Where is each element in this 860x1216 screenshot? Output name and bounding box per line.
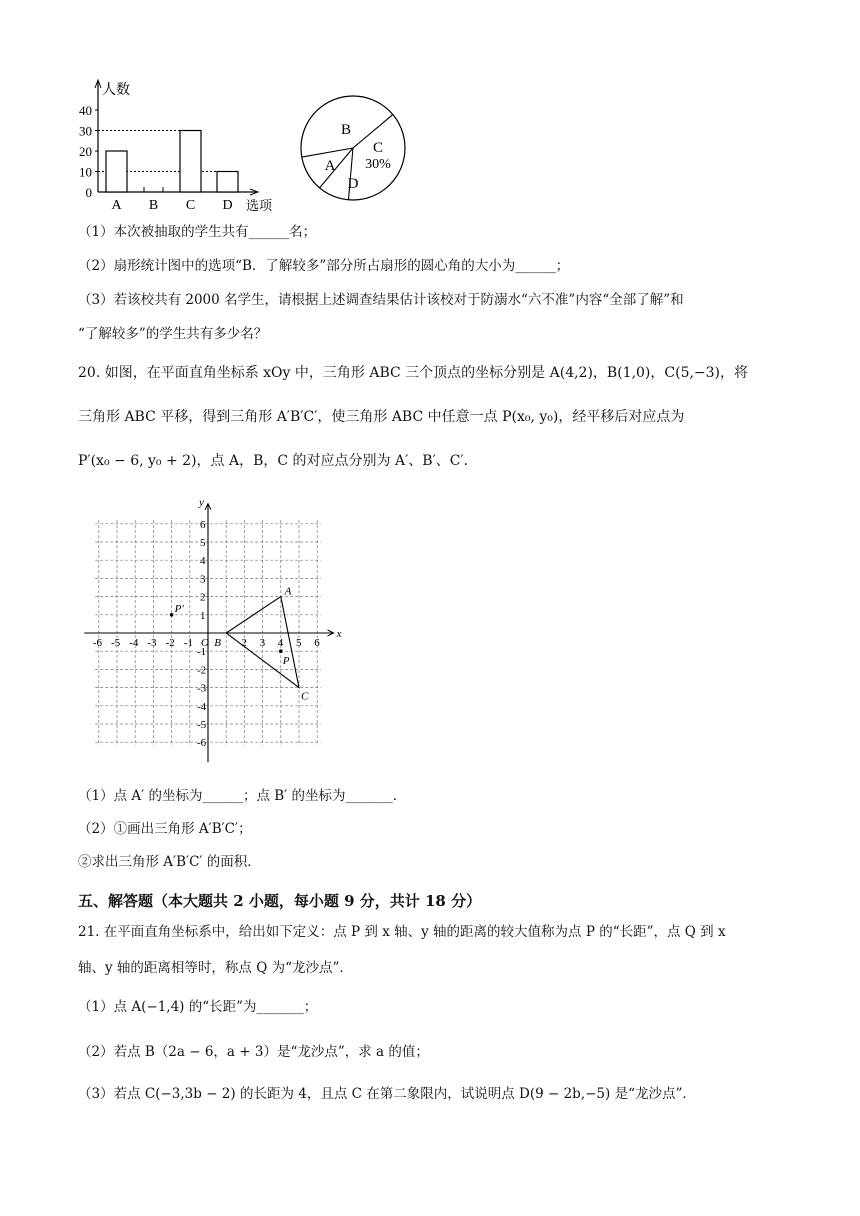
bar-C — [180, 131, 201, 193]
x-tick-label: 5 — [296, 637, 302, 649]
x-tick-label: -4 — [129, 637, 139, 649]
pie-label-C: C — [372, 140, 384, 156]
q21-part1: （1）点 A(−1,4) 的“长距”为_______； — [78, 999, 318, 1015]
point-P — [279, 649, 283, 653]
y-tick-label: 4 — [200, 555, 206, 568]
q19-part3-line2: “了解较多”的学生共有多少名？ — [78, 326, 268, 342]
pie-label-B: B — [340, 122, 352, 138]
q20-part1: （1）点 A′ 的坐标为______；点 B′ 的坐标为_______． — [78, 788, 407, 804]
pie-annotation: 30% — [365, 157, 391, 172]
y-tick-label: 6 — [200, 518, 206, 531]
y-tick-label: -2 — [197, 664, 207, 677]
y-tick-label: 30 — [79, 123, 92, 139]
y-tick-label: 3 — [200, 573, 206, 586]
y-tick-label: 2 — [200, 591, 206, 604]
point-label-B: B — [214, 637, 221, 649]
q19-part1: （1）本次被抽取的学生共有______名； — [78, 224, 317, 240]
q20-stem-line2: 三角形 ABC 平移，得到三角形 A′B′C′，使三角形 ABC 中任意一点 P(x₀, y₀)，经平移后对应点为 — [78, 409, 685, 425]
q19-part3-line1: （3）若该校共有 2000 名学生，请根据上述调查结果估计该校对于防溺水“六不准”内容“全部了解”和 — [78, 292, 684, 308]
x-tick-label: -5 — [111, 637, 121, 649]
q21-stem-line1: 21. 在平面直角坐标系中，给出如下定义：点 P 到 x 轴、y 轴的距离的较大值称为点 P 的“长距”，点 Q 到 x — [78, 924, 726, 940]
y-tick-label: 1 — [200, 609, 206, 622]
q21-stem-line2: 轴、y 轴的距离相等时，称点 Q 为“龙沙点”． — [78, 960, 353, 976]
q20-stem-line1: 20. 如图，在平面直角坐标系 xOy 中，三角形 ABC 三个顶点的坐标分别是 A(4,2)，B(1,0)，C(5,−3)，将 — [78, 365, 749, 381]
point-label-A: A — [284, 585, 292, 598]
coordinate-grid — [80, 494, 340, 762]
origin-label: O — [201, 637, 209, 649]
q21-part3: （3）若点 C(−3,3b − 2) 的长距为 4，且点 C 在第二象限内，试说明点 D(9 − 2b,−5) 是“龙沙点”． — [78, 1086, 696, 1102]
pie-label-A: A — [324, 158, 336, 174]
y-axis-label: y — [199, 496, 204, 509]
x-axis-label: 选项 — [246, 198, 273, 213]
x-tick-label: 4 — [277, 637, 284, 649]
point-P-prime — [170, 613, 174, 617]
x-tick-label: -1 — [183, 637, 193, 649]
y-tick-label: 40 — [79, 103, 92, 118]
x-tick-label: 3 — [259, 637, 266, 649]
y-tick-label: 0 — [85, 185, 92, 200]
x-tick-label: -2 — [165, 637, 175, 649]
y-tick-label: -3 — [197, 682, 207, 695]
bar-chart — [70, 76, 290, 216]
point-label-P: P — [282, 655, 290, 668]
x-tick-label-A: A — [111, 198, 122, 213]
x-tick-label-C: C — [185, 198, 196, 213]
x-tick-label: -3 — [147, 637, 157, 649]
x-axis-label: x — [336, 628, 342, 640]
q21-part2: （2）若点 B（2a − 6，a + 3）是“龙沙点”，求 a 的值； — [78, 1044, 429, 1060]
q19-part2: （2）扇形统计图中的选项“B．了解较多”部分所占扇形的圆心角的大小为______； — [78, 258, 570, 274]
pie-chart — [296, 90, 416, 210]
y-tick-label: 10 — [79, 164, 92, 180]
x-tick-label-D: D — [222, 198, 233, 213]
y-tick-label: -1 — [197, 646, 207, 659]
x-tick-label: 6 — [314, 637, 320, 649]
point-label-C: C — [301, 690, 309, 703]
x-tick-label: -6 — [92, 637, 102, 649]
y-tick-label: 20 — [79, 144, 92, 159]
bar-A — [106, 151, 127, 192]
q20-part3: ②求出三角形 A′B′C′ 的面积． — [78, 854, 261, 870]
pie-label-D: D — [347, 176, 359, 192]
y-tick-label: -5 — [197, 719, 207, 731]
x-tick-label-B: B — [148, 198, 159, 213]
q20-stem-line3: P′(x₀ − 6, y₀ + 2)，点 A，B，C 的对应点分别为 A′、B′、C′． — [78, 453, 478, 469]
y-tick-label: 5 — [200, 537, 206, 549]
q20-part2: （2）①画出三角形 A′B′C′； — [78, 821, 252, 837]
bar-D — [217, 172, 238, 193]
point-label-P-prime: P′ — [174, 602, 184, 615]
y-tick-label: -4 — [197, 700, 207, 713]
x-tick-label: 2 — [241, 637, 247, 649]
y-axis-label: 人数 — [102, 83, 130, 98]
section-heading: 五、解答题（本大题共 2 小题，每小题 9 分，共计 18 分） — [78, 892, 482, 910]
y-tick-label: -6 — [197, 737, 207, 750]
